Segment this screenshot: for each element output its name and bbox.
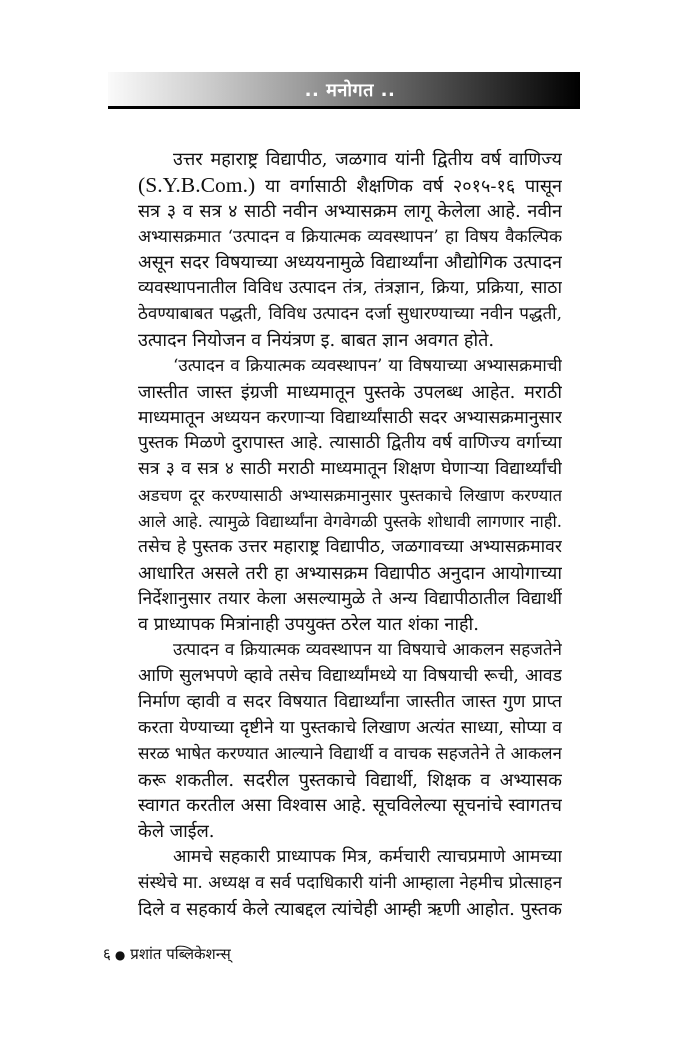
- text-line: आले आहे. त्यामुळे विद्यार्थ्यांना वेगवेगळी पुस्तके शोधावी लागणार नाही.: [138, 512, 562, 532]
- text-line: पुस्तक मिळणे दुरापास्त आहे. त्यासाठी द्वितीय वर्ष वाणिज्य वर्गाच्या: [138, 433, 562, 454]
- text-line: करता येण्याच्या दृष्टीने या पुस्तकाचे लिखाण अत्यंत साध्या, सोप्या व: [138, 717, 562, 738]
- course-code: (S.Y.B.Com.): [138, 172, 256, 197]
- text-line: करू शकतील. सदरील पुस्तकाचे विद्यार्थी, शिक्षक व अभ्यासक: [138, 769, 562, 791]
- page-number: ६: [103, 945, 111, 963]
- text-line: व प्राध्यापक मित्रांनाही उपयुक्त ठरेल यात शंका नाही.: [138, 614, 479, 636]
- paragraph-2: [138, 354, 562, 638]
- page-footer: [103, 943, 231, 965]
- text-line: सत्र ३ व सत्र ४ साठी नवीन अभ्यासक्रम लागू केलेला आहे. नवीन: [138, 200, 562, 222]
- publisher-name: प्रशांत पब्लिकेशन्स्: [130, 945, 231, 963]
- text-line: [138, 173, 562, 199]
- text-line: उत्तर महाराष्ट्र विद्यापीठ, जळगाव यांनी द्वितीय वर्ष वाणिज्य: [173, 149, 562, 170]
- text-line: अभ्यासक्रमात ‘उत्पादन व क्रियात्मक व्यवस्थापन’ हा विषय वैकल्पिक: [138, 226, 562, 247]
- section-header-bar: [108, 72, 580, 109]
- text-line: ‘उत्पादन व क्रियात्मक व्यवस्थापन’ या विषयाच्या अभ्यासक्रमाची: [173, 355, 562, 376]
- text-line: संस्थेचे मा. अध्यक्ष व सर्व पदाधिकारी यांनी आम्हाला नेहमीच प्रोत्साहन: [138, 873, 562, 894]
- paragraph-4: [138, 845, 562, 923]
- text-line: अडचण दूर करण्यासाठी अभ्यासक्रमानुसार पुस्तकाचे लिखाण करण्यात: [138, 486, 562, 506]
- text-line: व्यवस्थापनातील विविध उत्पादन तंत्र, तंत्रज्ञान, क्रिया, प्रक्रिया, साठा: [138, 278, 562, 299]
- paragraph-1: [138, 147, 562, 354]
- text-line: आधारित असले तरी हा अभ्यासक्रम विद्यापीठ अनुदान आयोगाच्या: [138, 562, 562, 584]
- text-line: असून सदर विषयाच्या अध्ययनामुळे विद्यार्थ्यांना औद्योगिक उत्पादन: [138, 252, 562, 274]
- text-line: आणि सुलभपणे व्हावे तसेच विद्यार्थ्यांमध्ये या विषयाची रूची, आवड: [138, 666, 562, 687]
- text-line: उत्पादन व क्रियात्मक व्यवस्थापन या विषयाचे आकलन सहजतेने: [173, 640, 562, 661]
- text-line: तसेच हे पुस्तक उत्तर महाराष्ट्र विद्यापीठ, जळगावच्या अभ्यासक्रमावर: [138, 536, 562, 557]
- text-line: निर्देशानुसार तयार केला असल्यामुळे ते अन्य विद्यापीठातील विद्यार्थी: [138, 588, 562, 609]
- text-line: निर्माण व्हावी व सदर विषयात विद्यार्थ्यांना जास्तीत जास्त गुण प्राप्त: [138, 692, 562, 713]
- text-line: सत्र ३ व सत्र ४ साठी मराठी माध्यमातून शिक्षण घेणाऱ्या विद्यार्थ्यांची: [138, 459, 562, 480]
- bullet-icon: ●: [114, 948, 126, 962]
- text-line: उत्पादन नियोजन व नियंत्रण इ. बाबत ज्ञान अवगत होते.: [138, 330, 495, 352]
- text-line: दिले व सहकार्य केले त्याबद्दल त्यांचेही आम्ही ऋणी आहोत. पुस्तक: [138, 898, 562, 920]
- text-line: केले जाईल.: [138, 821, 215, 843]
- paragraph-3: [138, 638, 562, 845]
- text-line: जास्तीत जास्त इंग्रजी माध्यमातून पुस्तके उपलब्ध आहेत. मराठी: [138, 381, 562, 403]
- text-line: सरळ भाषेत करण्यात आल्याने विद्यार्थी व वाचक सहजतेने ते आकलन: [138, 743, 562, 764]
- section-title: .. मनोगत ..: [304, 80, 396, 101]
- text-line: ठेवण्याबाबत पद्धती, विविध उत्पादन दर्जा सुधारण्याच्या नवीन पद्धती,: [138, 304, 562, 325]
- text-line-segment: या वर्गासाठी शैक्षणिक वर्ष २०१५-१६ पासून: [264, 175, 562, 197]
- text-line: आमचे सहकारी प्राध्यापक मित्र, कर्मचारी त्याचप्रमाणे आमच्या: [173, 847, 562, 868]
- text-line: स्वागत करतील असा विश्वास आहे. सूचविलेल्या सूचनांचे स्वागतच: [138, 795, 562, 817]
- text-line: माध्यमातून अध्ययन करणाऱ्या विद्यार्थ्यांसाठी सदर अभ्यासक्रमानुसार: [138, 407, 562, 428]
- body-text: [138, 147, 562, 923]
